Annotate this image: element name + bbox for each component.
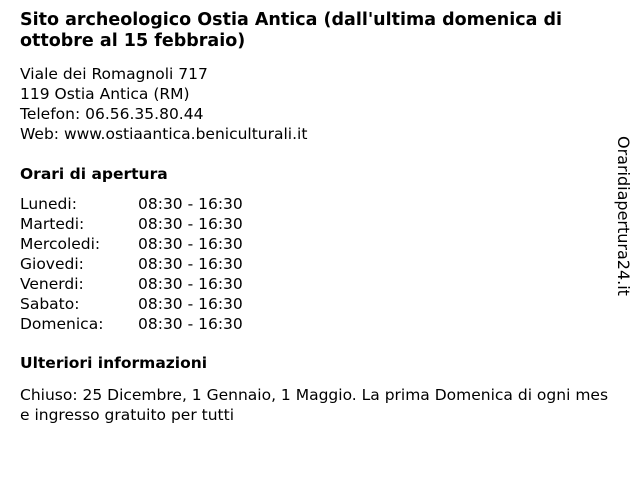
day-label: Martedi: — [20, 215, 85, 233]
page-title: Sito archeologico Ostia Antica (dall'ultima domenica di ottobre al 15 febbraio) — [20, 10, 563, 51]
day-label: Lunedi: — [20, 195, 77, 213]
time-range: 08:30 - 16:30 — [138, 235, 243, 253]
time-range: 08:30 - 16:30 — [138, 295, 243, 313]
city-address: 119 Ostia Antica (RM) — [20, 85, 190, 103]
street-address: Viale dei Romagnoli 717 — [20, 65, 208, 83]
info-text: Chiuso: 25 Dicembre, 1 Gennaio, 1 Maggio. La prima Domenica di ogni mese ingresso gratuito per tutti — [20, 386, 609, 424]
brand-watermark — [613, 136, 633, 312]
day-label: Giovedi: — [20, 255, 84, 273]
day-label: Venerdi: — [20, 275, 84, 293]
info-heading: Ulteriori informazioni — [20, 354, 208, 372]
time-range: 08:30 - 16:30 — [138, 315, 243, 333]
day-label: Sabato: — [20, 295, 80, 313]
time-range: 08:30 - 16:30 — [138, 275, 243, 293]
website: Web: www.ostiaantica.beniculturali.it — [20, 125, 308, 143]
hours-heading: Orari di apertura — [20, 165, 168, 183]
brand-label: Oraridiapertura24.it — [614, 136, 633, 296]
phone-number: Telefon: 06.56.35.80.44 — [20, 105, 204, 123]
day-label: Mercoledi: — [20, 235, 101, 253]
address-block — [20, 64, 307, 144]
day-label: Domenica: — [20, 315, 104, 333]
time-range: 08:30 - 16:30 — [138, 215, 243, 233]
time-range: 08:30 - 16:30 — [138, 195, 243, 213]
time-range: 08:30 - 16:30 — [138, 255, 243, 273]
